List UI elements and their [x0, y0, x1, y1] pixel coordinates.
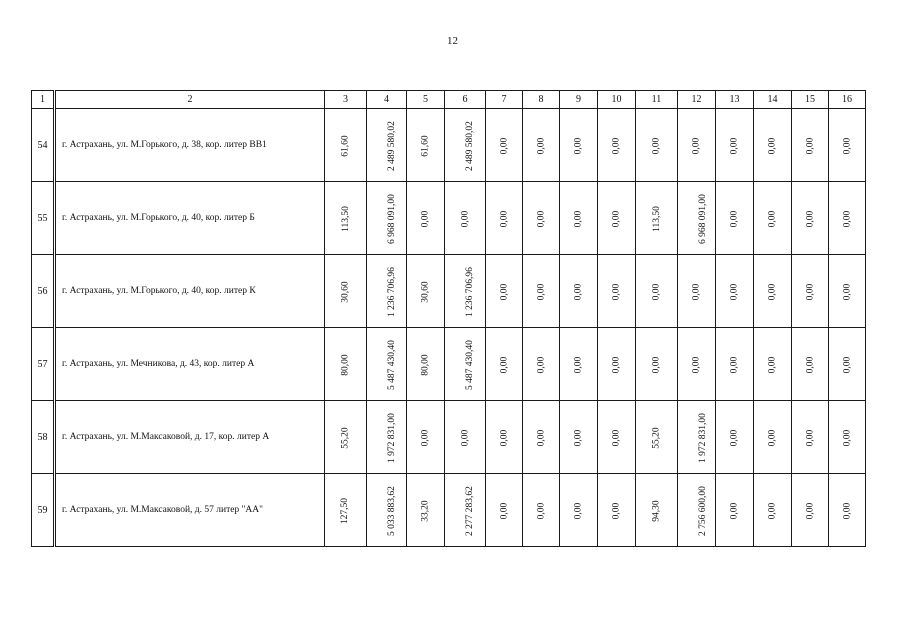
- address-cell: г. Астрахань, ул. М.Горького, д. 40, кор. литер К: [55, 255, 325, 328]
- value-text: 0,00: [573, 283, 584, 300]
- value-cell: [716, 255, 754, 328]
- table-row: [32, 255, 866, 328]
- value-cell: [792, 109, 829, 182]
- value-cell: [829, 182, 866, 255]
- value-cell: [678, 401, 716, 474]
- value-text: 0,00: [420, 429, 431, 446]
- header-cell: 15: [792, 91, 829, 109]
- value-text: 0,00: [573, 429, 584, 446]
- value-text: 6 968 091,00: [697, 193, 708, 244]
- value-cell: [486, 328, 523, 401]
- value-text: 0,00: [767, 502, 778, 519]
- value-text: 0,00: [499, 210, 509, 227]
- value-cell: [367, 255, 407, 328]
- header-cell: 5: [407, 91, 445, 109]
- value-cell: [445, 109, 486, 182]
- value-text: 0,00: [842, 429, 852, 446]
- value-text: 2 489 580,02: [386, 120, 397, 171]
- value-text: 0,00: [420, 210, 431, 227]
- value-cell: [678, 109, 716, 182]
- value-cell: [407, 182, 445, 255]
- value-cell: [598, 182, 636, 255]
- value-text: 1 236 706,96: [386, 266, 397, 317]
- value-cell: [407, 328, 445, 401]
- value-text: 113,50: [651, 205, 662, 232]
- value-text: 0,00: [611, 429, 622, 446]
- value-text: 0,00: [729, 210, 740, 227]
- value-text: 0,00: [805, 283, 815, 300]
- value-cell: [560, 328, 598, 401]
- value-cell: [325, 474, 367, 547]
- value-text: 5 033 883,62: [386, 485, 397, 536]
- value-text: 0,00: [499, 283, 509, 300]
- value-cell: [523, 328, 560, 401]
- value-cell: [560, 255, 598, 328]
- value-text: 0,00: [805, 502, 815, 519]
- value-cell: [598, 255, 636, 328]
- value-cell: [636, 328, 678, 401]
- value-text: 0,00: [499, 356, 509, 373]
- value-text: 0,00: [842, 137, 852, 154]
- value-cell: [325, 401, 367, 474]
- value-text: 0,00: [536, 356, 546, 373]
- value-text: 55,20: [340, 426, 351, 449]
- value-cell: [486, 182, 523, 255]
- table-row: [32, 109, 866, 182]
- value-cell: [407, 255, 445, 328]
- value-text: 0,00: [767, 137, 778, 154]
- value-cell: [678, 255, 716, 328]
- value-text: 2 277 283,62: [464, 485, 475, 536]
- value-cell: [636, 401, 678, 474]
- value-cell: [445, 255, 486, 328]
- header-cell: 11: [636, 91, 678, 109]
- value-text: 61,60: [420, 134, 431, 157]
- value-text: 0,00: [691, 356, 702, 373]
- value-text: 0,00: [651, 356, 662, 373]
- value-text: 30,60: [420, 280, 431, 303]
- header-row: [32, 91, 866, 109]
- value-text: 0,00: [767, 210, 778, 227]
- housing-table: [31, 90, 866, 547]
- value-cell: [445, 328, 486, 401]
- value-text: 0,00: [729, 502, 740, 519]
- value-text: 0,00: [536, 137, 546, 154]
- value-cell: [523, 109, 560, 182]
- value-text: 0,00: [729, 137, 740, 154]
- value-cell: [486, 255, 523, 328]
- value-text: 0,00: [460, 429, 470, 446]
- value-text: 5 487 430,40: [386, 339, 397, 390]
- value-cell: [598, 474, 636, 547]
- row-number: 54: [32, 109, 55, 182]
- value-cell: [754, 109, 792, 182]
- value-cell: [523, 401, 560, 474]
- value-cell: [829, 474, 866, 547]
- header-cell: 8: [523, 91, 560, 109]
- value-text: 55,20: [651, 426, 662, 449]
- value-text: 0,00: [536, 210, 546, 227]
- value-cell: [325, 255, 367, 328]
- value-text: 0,00: [729, 283, 740, 300]
- value-cell: [325, 328, 367, 401]
- value-cell: [407, 474, 445, 547]
- value-cell: [523, 255, 560, 328]
- header-cell: 1: [32, 91, 55, 109]
- value-text: 5 487 430,40: [464, 339, 475, 390]
- address-cell: г. Астрахань, ул. М.Максаковой, д. 17, кор. литер А: [55, 401, 325, 474]
- value-text: 6 968 091,00: [386, 193, 397, 244]
- value-text: 0,00: [842, 502, 852, 519]
- header-cell: 13: [716, 91, 754, 109]
- value-cell: [598, 109, 636, 182]
- header-cell: 7: [486, 91, 523, 109]
- value-cell: [598, 401, 636, 474]
- value-text: 113,50: [340, 205, 351, 232]
- value-text: 0,00: [651, 137, 662, 154]
- value-cell: [829, 401, 866, 474]
- value-cell: [367, 328, 407, 401]
- value-text: 0,00: [611, 210, 622, 227]
- table-row: [32, 401, 866, 474]
- row-number: 57: [32, 328, 55, 401]
- table-row: [32, 474, 866, 547]
- page-number: 12: [447, 35, 458, 47]
- value-text: 0,00: [499, 502, 509, 519]
- value-text: 94,30: [651, 499, 662, 522]
- value-cell: [560, 182, 598, 255]
- value-cell: [716, 328, 754, 401]
- value-text: 0,00: [767, 283, 778, 300]
- value-cell: [678, 182, 716, 255]
- value-cell: [560, 109, 598, 182]
- value-text: 0,00: [499, 137, 509, 154]
- value-text: 0,00: [842, 356, 852, 373]
- value-text: 0,00: [573, 137, 584, 154]
- address-cell: г. Астрахань, ул. М.Максаковой, д. 57 литер "АА": [55, 474, 325, 547]
- value-text: 0,00: [611, 137, 622, 154]
- value-cell: [754, 255, 792, 328]
- value-cell: [367, 182, 407, 255]
- header-cell: 12: [678, 91, 716, 109]
- value-cell: [754, 474, 792, 547]
- value-cell: [716, 474, 754, 547]
- value-text: 0,00: [573, 502, 584, 519]
- value-cell: [829, 328, 866, 401]
- table-row: [32, 328, 866, 401]
- value-cell: [829, 109, 866, 182]
- value-cell: [792, 182, 829, 255]
- address-cell: г. Астрахань, ул. М.Горького, д. 40, кор. литер Б: [55, 182, 325, 255]
- value-text: 0,00: [611, 283, 622, 300]
- value-cell: [367, 401, 407, 474]
- value-text: 2 489 580,02: [464, 120, 475, 171]
- value-text: 80,00: [340, 353, 351, 376]
- value-cell: [598, 328, 636, 401]
- value-cell: [486, 474, 523, 547]
- address-cell: г. Астрахань, ул. М.Горького, д. 38, кор. литер ВВ1: [55, 109, 325, 182]
- value-cell: [636, 182, 678, 255]
- value-cell: [792, 328, 829, 401]
- value-cell: [678, 474, 716, 547]
- value-cell: [792, 474, 829, 547]
- value-text: 0,00: [611, 356, 622, 373]
- value-text: 0,00: [573, 210, 584, 227]
- value-text: 0,00: [842, 283, 852, 300]
- value-text: 0,00: [651, 283, 662, 300]
- value-cell: [407, 401, 445, 474]
- value-text: 0,00: [536, 429, 546, 446]
- value-text: 0,00: [573, 356, 584, 373]
- value-text: 0,00: [805, 429, 815, 446]
- value-text: 30,60: [340, 280, 351, 303]
- row-number: 55: [32, 182, 55, 255]
- header-cell: 4: [367, 91, 407, 109]
- value-cell: [678, 328, 716, 401]
- value-cell: [716, 401, 754, 474]
- header-cell: 16: [829, 91, 866, 109]
- header-cell: 6: [445, 91, 486, 109]
- value-text: 0,00: [536, 283, 546, 300]
- value-cell: [325, 109, 367, 182]
- value-text: 0,00: [460, 210, 470, 227]
- value-text: 0,00: [611, 502, 622, 519]
- table-row: [32, 182, 866, 255]
- value-text: 0,00: [499, 429, 509, 446]
- row-number: 58: [32, 401, 55, 474]
- value-text: 0,00: [805, 137, 815, 154]
- value-text: 61,60: [340, 134, 351, 157]
- value-text: 0,00: [691, 283, 702, 300]
- value-cell: [636, 474, 678, 547]
- address-cell: г. Астрахань, ул. Мечникова, д. 43, кор. литер А: [55, 328, 325, 401]
- value-cell: [560, 401, 598, 474]
- value-text: 2 756 600,00: [697, 485, 708, 536]
- header-cell: 3: [325, 91, 367, 109]
- value-text: 127,50: [340, 497, 351, 524]
- value-text: 0,00: [767, 356, 778, 373]
- value-cell: [445, 474, 486, 547]
- value-cell: [636, 255, 678, 328]
- value-cell: [367, 474, 407, 547]
- header-cell: 14: [754, 91, 792, 109]
- value-text: 33,20: [420, 499, 431, 522]
- value-text: 1 972 831,00: [386, 412, 397, 463]
- value-cell: [792, 255, 829, 328]
- value-cell: [636, 109, 678, 182]
- row-number: 56: [32, 255, 55, 328]
- value-cell: [325, 182, 367, 255]
- value-text: 0,00: [729, 429, 740, 446]
- header-cell: 9: [560, 91, 598, 109]
- value-cell: [523, 182, 560, 255]
- value-text: 0,00: [805, 210, 815, 227]
- value-cell: [716, 182, 754, 255]
- value-text: 0,00: [842, 210, 852, 227]
- value-text: 0,00: [691, 137, 702, 154]
- value-text: 0,00: [805, 356, 815, 373]
- row-number: 59: [32, 474, 55, 547]
- value-cell: [407, 109, 445, 182]
- value-text: 0,00: [767, 429, 778, 446]
- value-cell: [754, 401, 792, 474]
- value-cell: [792, 401, 829, 474]
- value-text: 0,00: [729, 356, 740, 373]
- value-cell: [754, 328, 792, 401]
- value-text: 0,00: [536, 502, 546, 519]
- value-cell: [367, 109, 407, 182]
- value-text: 1 972 831,00: [697, 412, 708, 463]
- value-cell: [486, 401, 523, 474]
- value-cell: [829, 255, 866, 328]
- value-cell: [560, 474, 598, 547]
- value-cell: [716, 109, 754, 182]
- value-text: 1 236 706,96: [464, 266, 475, 317]
- value-cell: [523, 474, 560, 547]
- value-cell: [486, 109, 523, 182]
- value-cell: [445, 182, 486, 255]
- value-cell: [445, 401, 486, 474]
- header-cell: 2: [55, 91, 325, 109]
- value-cell: [754, 182, 792, 255]
- header-cell: 10: [598, 91, 636, 109]
- value-text: 80,00: [420, 353, 431, 376]
